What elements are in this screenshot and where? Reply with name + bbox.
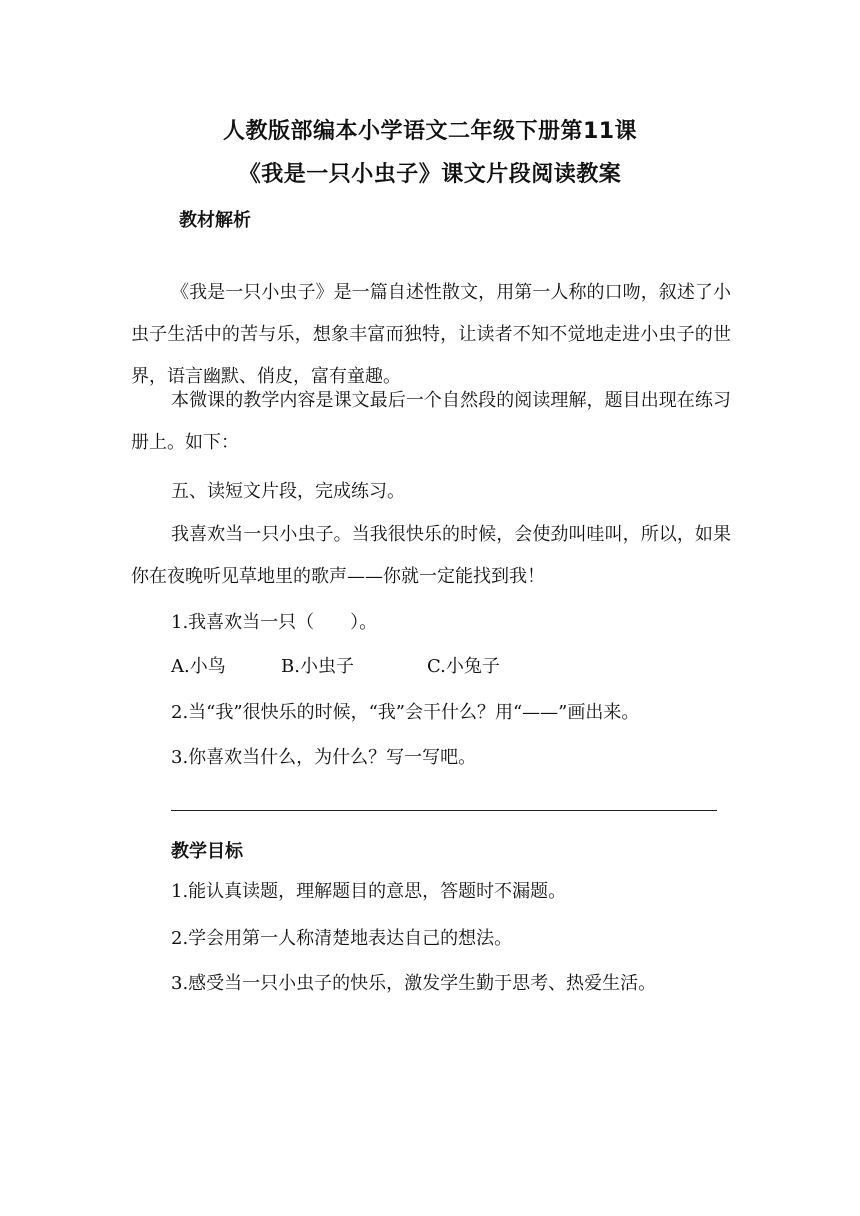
option-b: B.小虫子: [281, 656, 354, 677]
question-3: 3.你喜欢当什么，为什么？写一写吧。: [171, 747, 477, 768]
document-title-line-2: 《我是一只小虫子》课文片段阅读教案: [238, 162, 622, 187]
reading-passage: 我喜欢当一只小虫子。当我很快乐的时候，会使劲叫哇叫，所以，如果你在夜晚听见草地里的歌声——你就一定能找到我！: [131, 524, 731, 587]
analysis-paragraph-2: 本微课的教学内容是课文最后一个自然段的阅读理解，题目出现在练习册上。如下：: [131, 390, 731, 453]
question-1: 1.我喜欢当一只（ ）。: [171, 612, 378, 633]
section-heading-goals: 教学目标: [171, 841, 243, 862]
section-divider: [171, 810, 717, 811]
goal-item-3: 3.感受当一只小虫子的快乐，激发学生勤于思考、热爱生活。: [171, 973, 657, 994]
option-c: C.小兔子: [427, 656, 500, 677]
exercise-title: 五、读短文片段，完成练习。: [171, 481, 405, 502]
section-heading-analysis: 教材解析: [179, 210, 251, 231]
goal-item-1: 1.能认真读题，理解题目的意思，答题时不漏题。: [171, 881, 567, 902]
question-2: 2.当“我”很快乐的时候，“我”会干什么？用“——”画出来。: [171, 702, 640, 723]
goal-item-2: 2.学会用第一人称清楚地表达自己的想法。: [171, 928, 513, 949]
question-1-options: [171, 652, 500, 682]
document-title-line-1: 人教版部编本小学语文二年级下册第11课: [222, 119, 638, 144]
option-a: A.小鸟: [171, 656, 226, 677]
analysis-paragraph-1: 《我是一只小虫子》是一篇自述性散文，用第一人称的口吻，叙述了小虫子生活中的苦与乐，想象丰富而独特，让读者不知不觉地走进小虫子的世界，语言幽默、俏皮，富有童趣。: [131, 282, 731, 387]
